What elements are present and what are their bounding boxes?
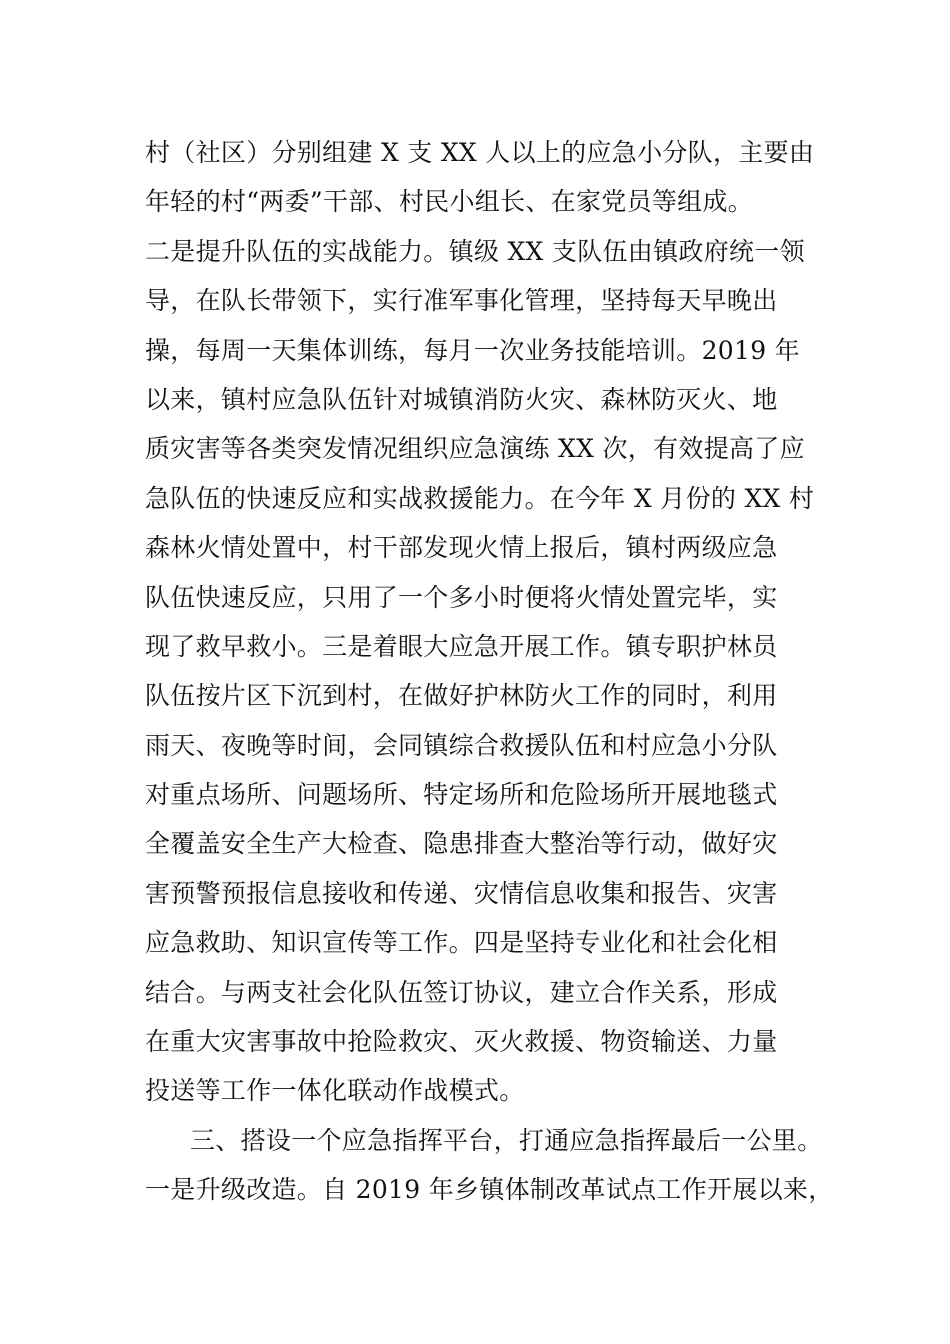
section-heading: 三、搭设一个应急指挥平台，打通应急指挥最后一公里。 bbox=[190, 1125, 823, 1155]
text-line: 在重大灾害事故中抢险救灾、灭火救援、物资输送、力量 bbox=[145, 1027, 778, 1057]
text-line: 以来，镇村应急队伍针对城镇消防火灾、森林防灭火、地 bbox=[145, 384, 778, 414]
text-line: 队伍按片区下沉到村，在做好护林防火工作的同时，利用 bbox=[145, 681, 778, 711]
text-line: 投送等工作一体化联动作战模式。 bbox=[145, 1076, 525, 1106]
text-line: 村（社区）分别组建 X 支 XX 人以上的应急小分队，主要由 bbox=[145, 138, 815, 167]
text-line: 操，每周一天集体训练，每月一次业务技能培训。2019 年 bbox=[145, 335, 800, 365]
text-line: 年轻的村“两委”干部、村民小组长、在家党员等组成。 bbox=[145, 187, 754, 217]
text-line: 害预警预报信息接收和传递、灾情信息收集和报告、灾害 bbox=[145, 878, 778, 908]
text-line: 一是升级改造。自 2019 年乡镇体制改革试点工作开展以来， bbox=[145, 1175, 834, 1205]
text-line: 急队伍的快速反应和实战救援能力。在今年 X 月份的 XX 村 bbox=[145, 483, 815, 513]
text-line: 全覆盖安全生产大检查、隐患排查大整治等行动，做好灾 bbox=[145, 829, 778, 859]
text-line: 对重点场所、问题场所、特定场所和危险场所开展地毯式 bbox=[145, 780, 778, 810]
text-line: 雨天、夜晚等时间，会同镇综合救援队伍和村应急小分队 bbox=[145, 730, 778, 760]
text-line: 应急救助、知识宣传等工作。四是坚持专业化和社会化相 bbox=[145, 928, 778, 958]
text-line: 导，在队长带领下，实行准军事化管理，坚持每天早晚出 bbox=[145, 286, 778, 316]
text-line: 二是提升队伍的实战能力。镇级 XX 支队伍由镇政府统一领 bbox=[145, 236, 805, 266]
text-line: 质灾害等各类突发情况组织应急演练 XX 次，有效提高了应 bbox=[145, 434, 805, 464]
body-text bbox=[145, 128, 834, 1215]
text-line: 结合。与两支社会化队伍签订协议，建立合作关系，形成 bbox=[145, 977, 778, 1007]
text-line: 现了救早救小。三是着眼大应急开展工作。镇专职护林员 bbox=[145, 631, 778, 661]
text-line: 森林火情处置中，村干部发现火情上报后，镇村两级应急 bbox=[145, 533, 778, 563]
text-line: 队伍快速反应，只用了一个多小时便将火情处置完毕，实 bbox=[145, 582, 778, 612]
